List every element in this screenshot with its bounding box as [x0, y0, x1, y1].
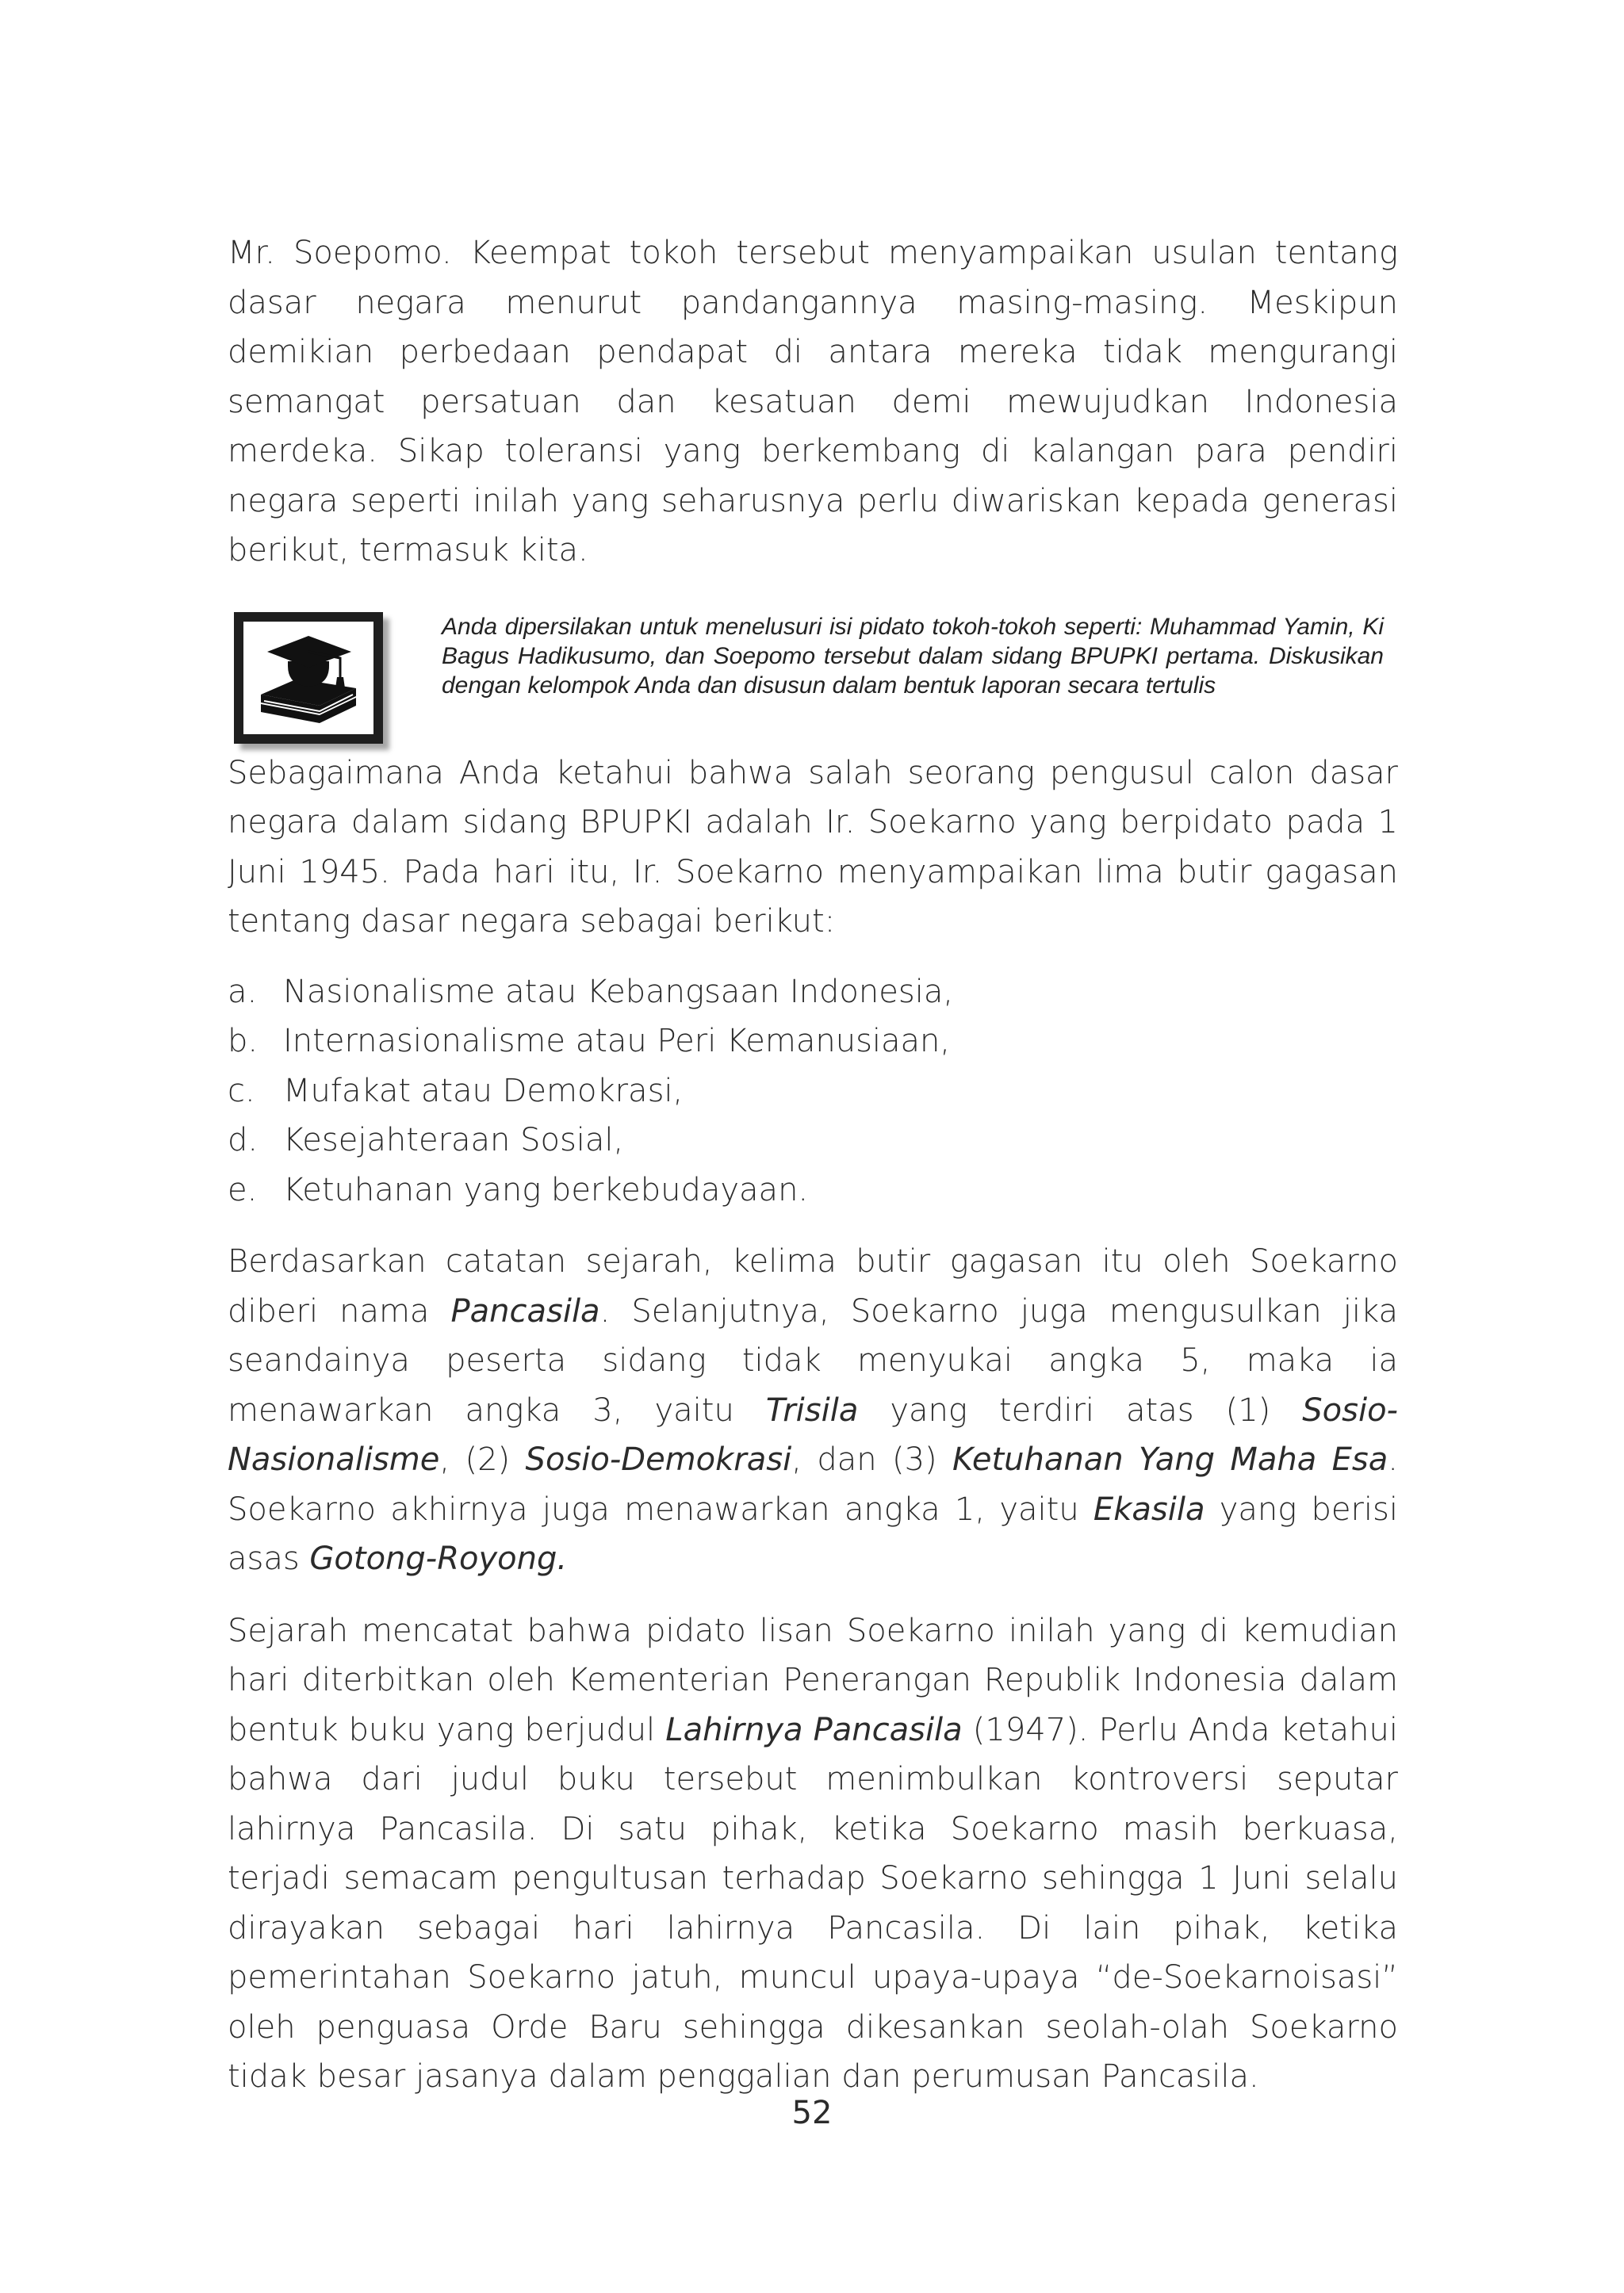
list-item	[228, 1016, 1398, 1066]
text-run: yang berisi asas	[228, 1491, 1398, 1577]
text-run: , dan (3)	[791, 1441, 953, 1478]
text-run: , (2)	[439, 1441, 526, 1478]
term-pancasila: Pancasila	[450, 1292, 600, 1330]
graduation-cap-book-icon	[234, 612, 383, 744]
list-marker: b.	[228, 1023, 259, 1059]
list-item-text: Mufakat atau Demokrasi,	[283, 1072, 684, 1109]
text-run: Sejarah mencatat bahwa pidato lisan Soekarno inilah yang di kemudian hari diterbitkan oleh Kementerian Penerangan Republik Indonesia dalam bentuk buku yang berjudul	[228, 1612, 1398, 1748]
term-sosio-nasionalisme: Sosio-Nasionalisme	[228, 1391, 1398, 1478]
list-item-text: Nasionalisme atau Kebangsaan Indonesia,	[283, 973, 954, 1010]
term-trisila: Trisila	[765, 1391, 859, 1429]
page-content	[228, 228, 1398, 2102]
text-run: Berdasarkan catatan sejarah, kelima butir gagasan itu oleh Soekarno diberi nama	[228, 1243, 1398, 1330]
ideas-list	[228, 967, 1398, 1215]
list-marker: e.	[228, 1171, 258, 1208]
page-number: 52	[791, 2095, 833, 2131]
term-ketuhanan: Ketuhanan Yang Maha Esa	[952, 1441, 1388, 1478]
list-marker: d.	[228, 1122, 259, 1158]
list-item	[228, 967, 1398, 1017]
list-item-text: Internasionalisme atau Peri Kemanusiaan,	[283, 1023, 951, 1059]
paragraph-4	[228, 1606, 1398, 2102]
text-run: (1947). Perlu Anda ketahui bahwa dari judul buku tersebut menimbulkan kontroversi seputar lahirnya Pancasila. Di satu pihak, ketika Soekarno masih berkuasa, terjadi semacam pengultusan terhadap Soekarno sehingga 1 Juni selalu dirayakan sebagai hari lahirnya Pancasila. Di lain pihak, ketika pemerintahan Soekarno jatuh, muncul upaya-upaya “de-Soekarnoisasi” oleh penguasa Orde Baru sehingga dikesankan seolah-olah Soekarno tidak besar jasanya dalam penggalian dan perumusan Pancasila.	[228, 1711, 1398, 2095]
term-ekasila: Ekasila	[1093, 1491, 1205, 1528]
list-item	[228, 1066, 1398, 1116]
text-run: . Soekarno akhirnya juga menawarkan angka 1, yaitu	[228, 1441, 1398, 1528]
list-marker: c.	[228, 1072, 255, 1109]
list-item-text: Ketuhanan yang berkebudayaan.	[283, 1171, 809, 1208]
activity-note	[228, 612, 1398, 748]
list-item	[228, 1116, 1398, 1166]
text-run: yang terdiri atas (1)	[858, 1391, 1303, 1429]
note-text: Anda dipersilakan untuk menelusuri isi pidato tokoh-tokoh seperti: Muhammad Yamin, Ki Bagus Hadikusumo, dan Soepomo tersebut dalam sidang BPUPKI pertama. Diskusikan dengan kelompok Anda dan disusun dalam bentuk laporan secara tertulis	[442, 613, 1384, 699]
paragraph-2: Sebagaimana Anda ketahui bahwa salah seorang pengusul calon dasar negara dalam sidang BPUPKI adalah Ir. Soekarno yang berpidato pada 1 Juni 1945. Pada hari itu, Ir. Soekarno menyampaikan lima butir gagasan tentang dasar negara sebagai berikut:	[228, 754, 1398, 940]
list-item-text: Kesejahteraan Sosial,	[283, 1122, 624, 1158]
paragraph-1: Mr. Soepomo. Keempat tokoh tersebut menyampaikan usulan tentang dasar negara menurut pandangannya masing-masing. Meskipun demikian perbedaan pendapat di antara mereka tidak mengurangi semangat persatuan dan kesatuan demi mewujudkan Indonesia merdeka. Sikap toleransi yang berkembang di kalangan para pendiri negara seperti inilah yang seharusnya perlu diwariskan kepada generasi berikut, termasuk kita.	[228, 235, 1398, 568]
term-gotong-royong: Gotong-Royong.	[309, 1541, 568, 1577]
term-sosio-demokrasi: Sosio-Demokrasi	[525, 1441, 792, 1478]
book-title: Lahirnya Pancasila	[665, 1711, 963, 1748]
text-run: . Selanjutnya, Soekarno juga mengusulkan jika seandainya peserta sidang tidak menyukai angka 5, maka ia menawarkan angka 3, yaitu	[228, 1292, 1398, 1429]
list-item	[228, 1166, 1398, 1215]
list-marker: a.	[228, 973, 258, 1010]
paragraph-3	[228, 1237, 1398, 1584]
